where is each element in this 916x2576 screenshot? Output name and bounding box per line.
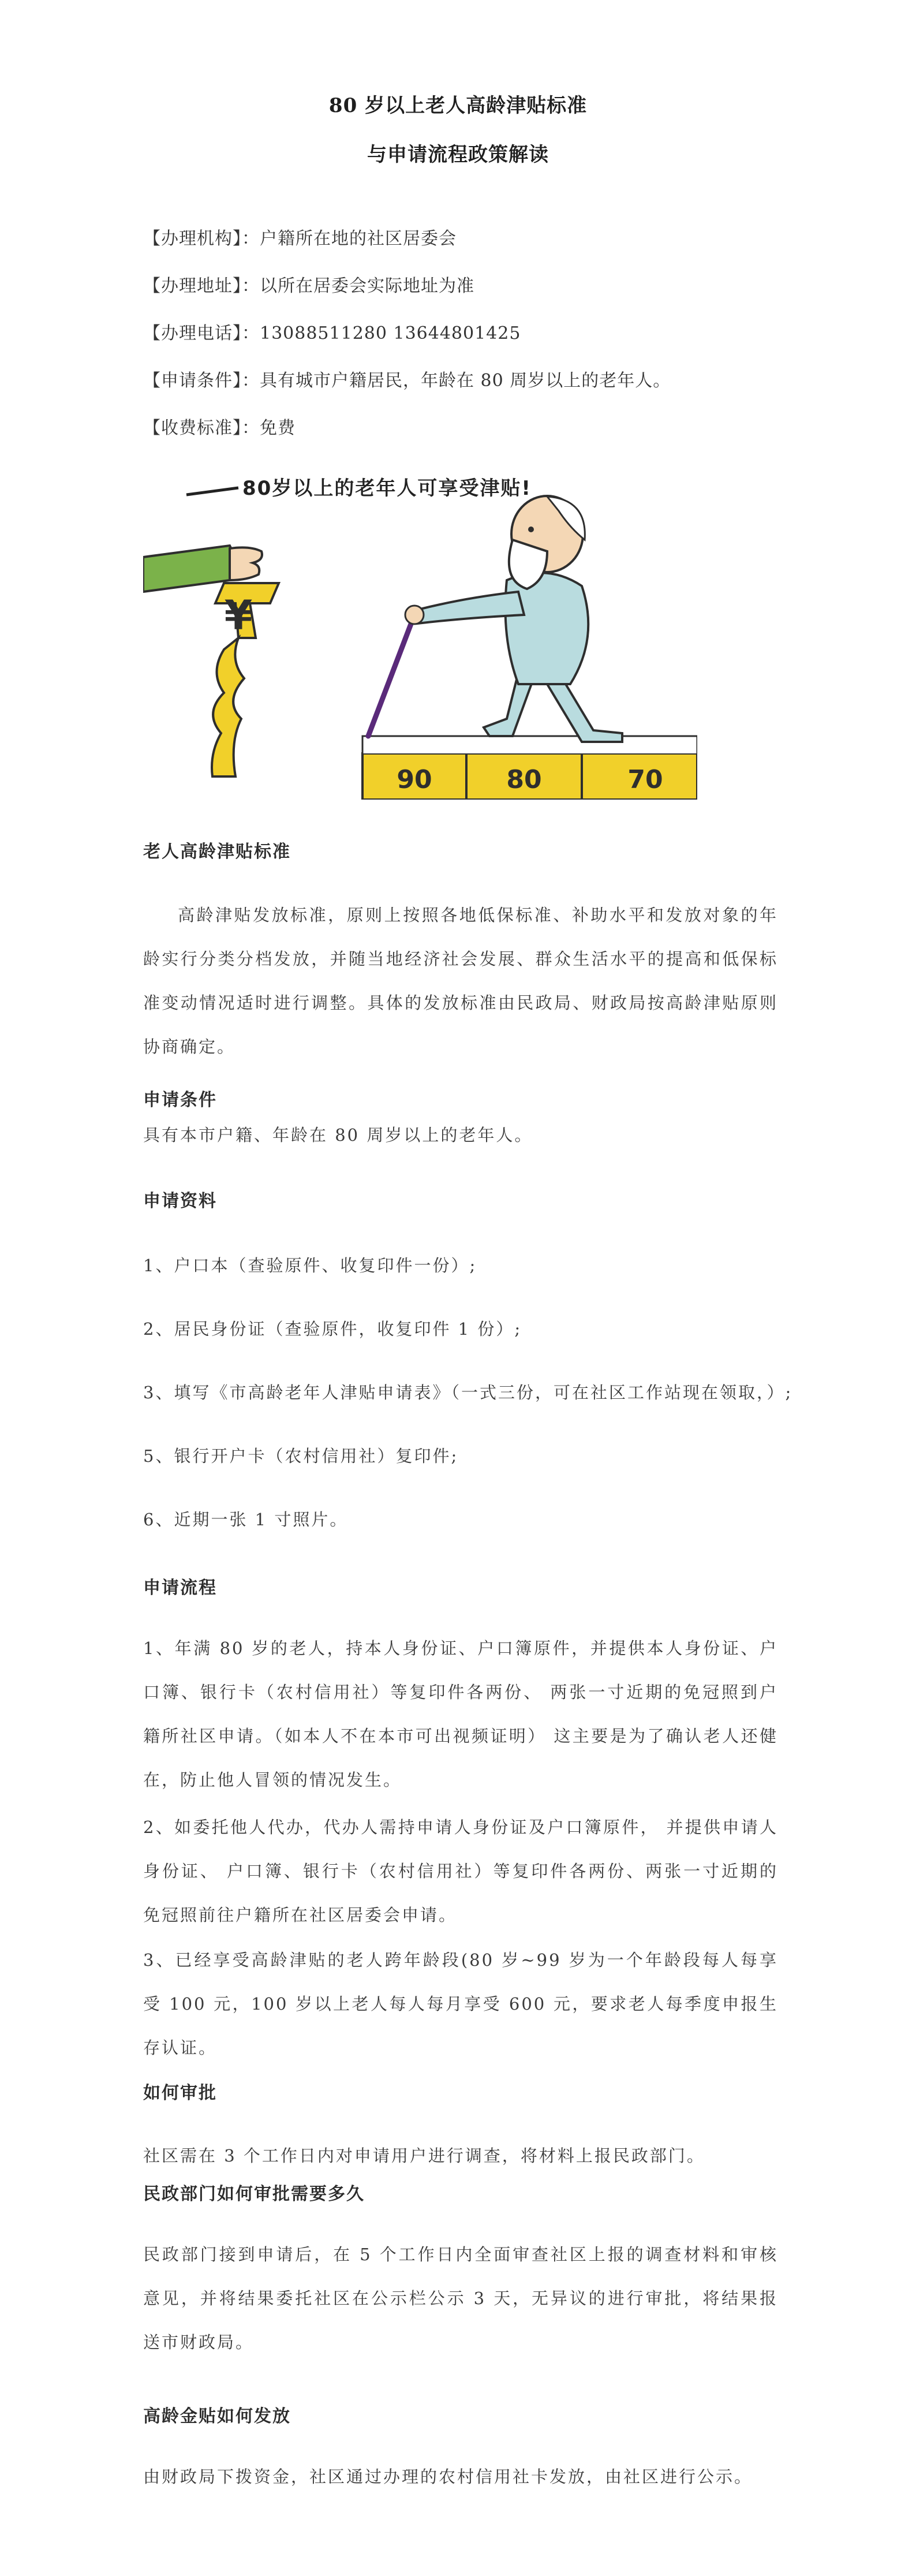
heading-condition: 申请条件 <box>143 1090 217 1110</box>
material-item: 6、近期一张 1 寸照片。 <box>143 1510 349 1529</box>
paragraph-review: 社区需在 3 个工作日内对申请用户进行调查，将材料上报民政部门。 <box>143 2146 705 2166</box>
paragraph-condition: 具有本市户籍、年龄在 80 周岁以上的老年人。 <box>143 1125 533 1145</box>
illustration-caption: 80岁以上的老年人可享受津贴! <box>242 477 532 500</box>
paragraph-standard: 高龄津贴发放标准，原则上按照各地低保标准、补助水平和发放对象的年龄实行分类分档发放，并随当地经济社会发展、群众生活水平的提高和低保标准变动情况适时进行调整。具体的发放标准由民政局、财政局按高龄津贴原则协商确定。 <box>143 905 778 1056</box>
process-step: 3、已经享受高龄津贴的老人跨年龄段(80 岁~99 岁为一个年龄段每人每享受 100 元，100 岁以上老人每人每月享受 600 元，要求老人每季度申报生存认证。 <box>143 1950 778 2058</box>
heading-review: 如何审批 <box>143 2083 217 2103</box>
material-item: 2、居民身份证（查验原件，收复印件 1 份）; <box>143 1319 522 1339</box>
heading-payment: 高龄金贴如何发放 <box>143 2406 291 2426</box>
process-step: 2、如委托他人代办，代办人需持申请人身份证及户口簿原件， 并提供申请人身份证、 户口簿、银行卡（农村信用社）等复印件各两份、两张一寸近期的免冠照前往户籍所在社区居委会申请。 <box>143 1817 778 1925</box>
heading-standard: 老人高龄津贴标准 <box>143 842 291 862</box>
heading-duration: 民政部门如何审批需要多久 <box>143 2184 365 2204</box>
step-label-90: 90 <box>397 765 432 794</box>
info-fee: 【收费标准】：免费 <box>143 418 296 438</box>
paragraph-payment: 由财政局下拨资金，社区通过办理的农村信用社卡发放，由社区进行公示。 <box>143 2467 753 2487</box>
elderly-subsidy-illustration <box>143 465 697 800</box>
material-item: 3、填写《市高龄老年人津贴申请表》（一式三份，可在社区工作站现在领取，）; <box>143 1383 793 1402</box>
info-address: 【办理地址】：以所在居委会实际地址为准 <box>143 276 474 296</box>
yen-symbol-text: ¥ <box>224 592 253 639</box>
info-phone: 【办理电话】：13088511280 13644801425 <box>143 323 521 344</box>
step-label-70: 70 <box>627 765 663 794</box>
info-agency: 【办理机构】：户籍所在地的社区居委会 <box>143 229 457 249</box>
document-title-line1: 80 岁以上老人高龄津贴标准 <box>328 94 588 117</box>
material-item: 1、户口本（查验原件、收复印件一份）; <box>143 1256 477 1275</box>
process-step: 1、年满 80 岁的老人，持本人身份证、户口簿原件，并提供本人身份证、户口簿、银行卡（农村信用社）等复印件各两份、 两张一寸近期的免冠照到户籍所社区申请。（如本人不在本市可出视频证明） 这主要是为了确认老人还健在，防止他人冒领的情况发生。 <box>143 1638 778 1790</box>
document-title-line2: 与申请流程政策解读 <box>367 143 549 166</box>
paragraph-duration: 民政部门接到申请后，在 5 个工作日内全面审查社区上报的调查材料和审核意见，并将结果委托社区在公示栏公示 3 天，无异议的进行审批，将结果报送市财政局。 <box>143 2245 778 2352</box>
material-item: 5、银行开户卡（农村信用社）复印件; <box>143 1446 459 1466</box>
heading-materials: 申请资料 <box>143 1191 217 1211</box>
heading-process: 申请流程 <box>143 1578 217 1598</box>
step-label-80: 80 <box>506 765 542 794</box>
info-condition: 【申请条件】：具有城市户籍居民，年龄在 80 周岁以上的老年人。 <box>143 371 671 391</box>
